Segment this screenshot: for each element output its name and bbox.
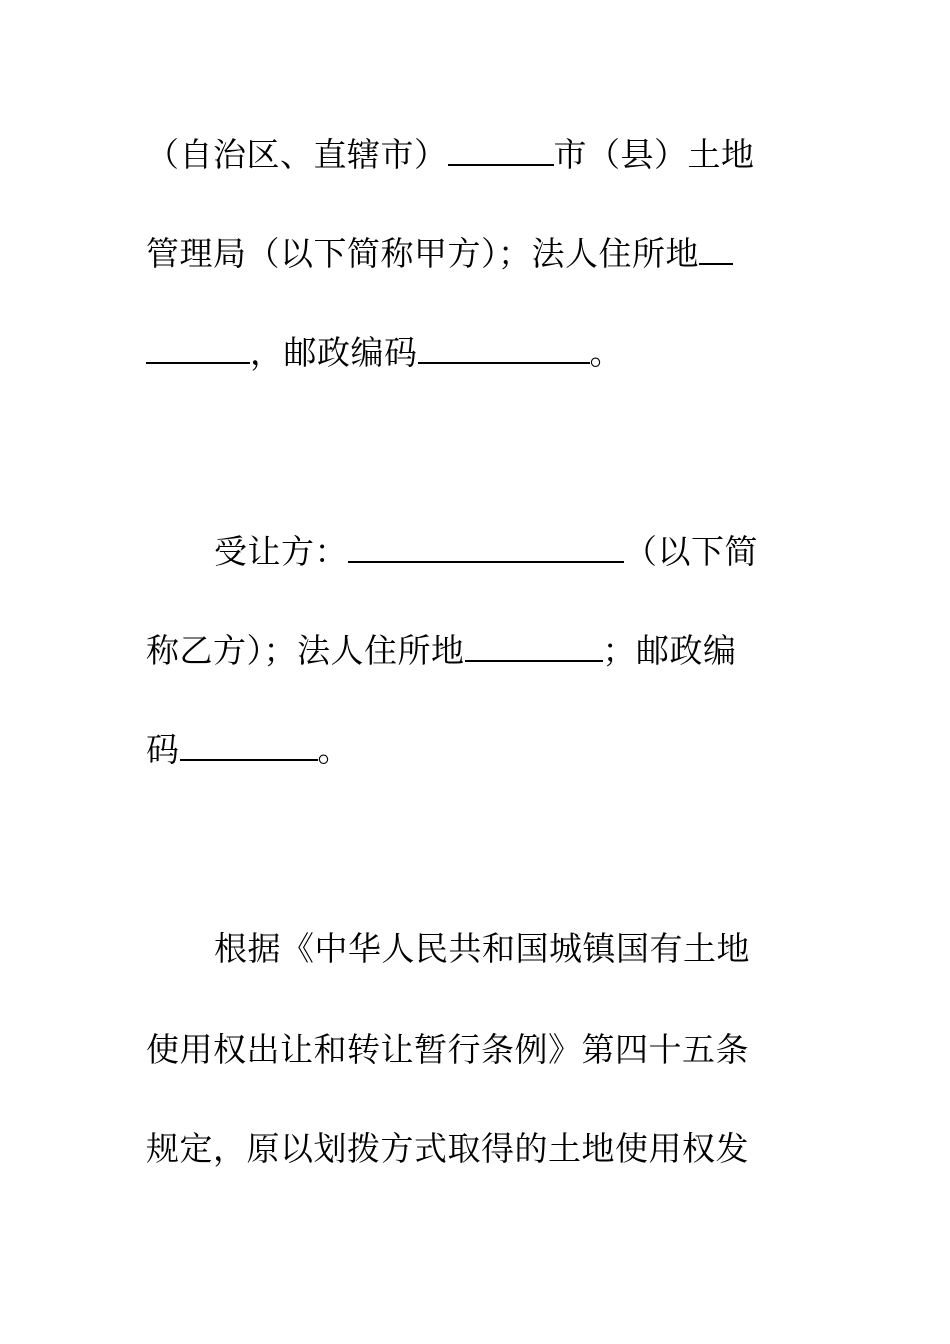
party-b-name-blank[interactable] xyxy=(348,531,624,563)
para2-line3-text-a: 码 xyxy=(146,730,180,769)
para1-line2 xyxy=(146,233,786,274)
city-blank[interactable] xyxy=(448,134,554,166)
para3-line3: 规定，原以划拨方式取得的土地使用权发 xyxy=(146,1129,749,1168)
para3-line1: 根据《中华人民共和国城镇国有土地 xyxy=(214,929,750,968)
para2-line1-text-b: （以下简 xyxy=(624,532,758,571)
para1-line3 xyxy=(146,332,786,373)
para1-line3-text-a: ，邮政编码 xyxy=(250,333,418,372)
para1-line2-text-a: 管理局（以下简称甲方）；法人住所地 xyxy=(146,234,699,273)
para1-line1-text-b: 市（县）土地 xyxy=(553,135,755,174)
para1-line1 xyxy=(146,134,786,175)
para1-line3-text-b: 。 xyxy=(589,333,623,372)
party-a-address-blank-start[interactable] xyxy=(699,233,733,265)
party-b-address-blank[interactable] xyxy=(465,630,603,662)
para2-line2-text-a: 称乙方）；法人住所地 xyxy=(146,631,465,670)
para3-line2: 使用权出让和转让暂行条例》第四十五条 xyxy=(146,1030,749,1069)
para2-line3 xyxy=(146,729,786,770)
party-a-postcode-blank[interactable] xyxy=(418,332,590,364)
para2-line2-text-b: ；邮政编 xyxy=(602,631,737,670)
para2-line2 xyxy=(146,630,786,671)
para2-line1-text-a: 受让方： xyxy=(214,532,348,571)
para2-line3-text-b: 。 xyxy=(317,730,351,769)
para2-line1 xyxy=(214,531,786,572)
party-b-postcode-blank[interactable] xyxy=(180,729,318,761)
party-a-address-blank-end[interactable] xyxy=(146,332,250,364)
para1-line1-text-a: （自治区、直辖市） xyxy=(146,135,448,174)
